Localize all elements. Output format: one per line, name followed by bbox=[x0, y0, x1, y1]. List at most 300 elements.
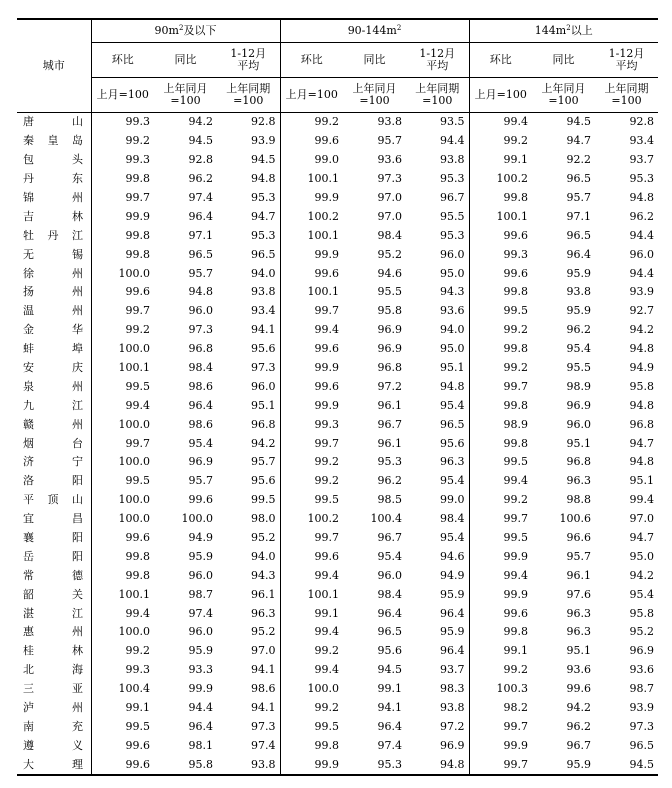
value-cell: 99.2 bbox=[503, 663, 528, 677]
value-cell: 94.7 bbox=[629, 436, 654, 450]
yoy-header: 同比 bbox=[532, 43, 595, 78]
value-cell: 99.5 bbox=[314, 719, 339, 733]
value-cell: 100.0 bbox=[118, 625, 150, 639]
yoy-base-header: 上年同月 =100 bbox=[343, 78, 406, 113]
value-cell: 98.6 bbox=[188, 379, 213, 393]
value-cell: 99.8 bbox=[125, 549, 150, 563]
value-cell: 96.0 bbox=[217, 377, 280, 396]
table-row bbox=[17, 680, 658, 699]
table-row bbox=[17, 264, 658, 283]
base-header-row bbox=[17, 78, 658, 113]
value-cell: 96.8 bbox=[377, 361, 402, 375]
value-cell: 97.3 bbox=[217, 718, 280, 737]
value-cell: 99.8 bbox=[503, 342, 528, 356]
table-row bbox=[17, 699, 658, 718]
value-cell: 100.1 bbox=[118, 361, 150, 375]
value-cell: 99.5 bbox=[125, 719, 150, 733]
city-cell: 蚌 埠 bbox=[17, 340, 91, 359]
value-cell: 94.8 bbox=[629, 342, 654, 356]
value-cell: 96.8 bbox=[188, 342, 213, 356]
value-cell: 95.8 bbox=[377, 304, 402, 318]
value-cell: 93.8 bbox=[566, 285, 591, 299]
value-cell: 93.5 bbox=[406, 113, 469, 132]
yoy-header: 同比 bbox=[343, 43, 406, 78]
value-cell: 96.8 bbox=[566, 455, 591, 469]
value-cell: 100.0 bbox=[181, 512, 213, 526]
value-cell: 99.8 bbox=[125, 568, 150, 582]
value-cell: 98.6 bbox=[188, 417, 213, 431]
value-cell: 99.8 bbox=[503, 625, 528, 639]
table-row bbox=[17, 359, 658, 378]
value-cell: 97.4 bbox=[188, 191, 213, 204]
table-row bbox=[17, 170, 658, 189]
value-cell: 96.9 bbox=[377, 323, 402, 337]
city-cell: 韶 关 bbox=[17, 585, 91, 604]
value-cell: 96.9 bbox=[377, 342, 402, 356]
value-cell: 95.9 bbox=[566, 304, 591, 318]
value-cell: 94.4 bbox=[629, 266, 654, 280]
value-cell: 99.2 bbox=[125, 134, 150, 148]
value-cell: 99.2 bbox=[314, 115, 339, 129]
value-cell: 96.9 bbox=[566, 398, 591, 412]
value-cell: 99.0 bbox=[406, 491, 469, 510]
value-cell: 95.1 bbox=[566, 436, 591, 450]
avg-base-header: 上年同期 =100 bbox=[595, 78, 658, 113]
value-cell: 95.4 bbox=[377, 549, 402, 563]
table-row bbox=[17, 132, 658, 151]
value-cell: 99.4 bbox=[125, 398, 150, 412]
value-cell: 96.3 bbox=[566, 606, 591, 620]
value-cell: 95.8 bbox=[629, 606, 654, 620]
value-cell: 95.3 bbox=[377, 455, 402, 469]
value-cell: 99.6 bbox=[125, 531, 150, 545]
value-cell: 96.1 bbox=[377, 398, 402, 412]
value-cell: 96.1 bbox=[217, 585, 280, 604]
city-cell: 常 德 bbox=[17, 566, 91, 585]
value-cell: 93.9 bbox=[629, 285, 654, 299]
table-row bbox=[17, 585, 658, 604]
value-cell: 99.8 bbox=[503, 436, 528, 450]
value-cell: 99.1 bbox=[377, 682, 402, 696]
value-cell: 98.4 bbox=[377, 587, 402, 601]
value-cell: 95.1 bbox=[406, 359, 469, 378]
value-cell: 95.5 bbox=[566, 361, 591, 375]
value-cell: 96.0 bbox=[377, 568, 402, 582]
value-cell: 93.4 bbox=[629, 134, 654, 148]
table-row bbox=[17, 661, 658, 680]
table-row bbox=[17, 207, 658, 226]
value-cell: 99.1 bbox=[314, 606, 339, 620]
city-cell: 秦 皇 岛 bbox=[17, 132, 91, 151]
value-cell: 97.6 bbox=[566, 587, 591, 601]
value-cell: 95.4 bbox=[406, 396, 469, 415]
table-row bbox=[17, 547, 658, 566]
value-cell: 95.9 bbox=[188, 549, 213, 563]
value-cell: 99.2 bbox=[125, 644, 150, 658]
value-cell: 99.6 bbox=[314, 342, 339, 356]
value-cell: 96.3 bbox=[406, 453, 469, 472]
value-cell: 96.5 bbox=[566, 172, 591, 186]
value-cell: 99.7 bbox=[469, 755, 532, 775]
value-cell: 95.3 bbox=[217, 189, 280, 208]
value-cell: 97.4 bbox=[188, 606, 213, 620]
table-row bbox=[17, 472, 658, 491]
value-cell: 99.5 bbox=[125, 474, 150, 488]
value-cell: 94.9 bbox=[188, 531, 213, 545]
value-cell: 98.4 bbox=[406, 510, 469, 529]
value-cell: 99.6 bbox=[125, 738, 150, 752]
yoy-header: 同比 bbox=[154, 43, 217, 78]
value-cell: 99.8 bbox=[125, 247, 150, 261]
value-cell: 94.8 bbox=[188, 285, 213, 299]
city-cell: 包 头 bbox=[17, 151, 91, 170]
value-cell: 95.1 bbox=[217, 396, 280, 415]
value-cell: 99.6 bbox=[91, 755, 154, 775]
city-cell: 九 江 bbox=[17, 396, 91, 415]
value-cell: 99.4 bbox=[503, 115, 528, 129]
table-row bbox=[17, 113, 658, 132]
value-cell: 99.8 bbox=[503, 191, 528, 204]
value-cell: 95.7 bbox=[566, 549, 591, 563]
value-cell: 99.6 bbox=[125, 285, 150, 299]
value-cell: 99.2 bbox=[503, 134, 528, 148]
value-cell: 96.2 bbox=[566, 719, 591, 733]
value-cell: 96.0 bbox=[629, 247, 654, 261]
value-cell: 100.0 bbox=[118, 417, 150, 431]
price-index-table bbox=[17, 18, 658, 776]
value-cell: 96.2 bbox=[629, 209, 654, 223]
value-cell: 99.5 bbox=[503, 455, 528, 469]
value-cell: 98.7 bbox=[188, 587, 213, 601]
value-cell: 93.9 bbox=[629, 701, 654, 715]
table-row bbox=[17, 189, 658, 208]
value-cell: 95.0 bbox=[629, 549, 654, 563]
city-cell: 扬 州 bbox=[17, 283, 91, 302]
value-cell: 100.4 bbox=[370, 512, 402, 526]
table-header bbox=[17, 19, 658, 113]
city-cell: 桂 林 bbox=[17, 642, 91, 661]
value-cell: 95.6 bbox=[217, 340, 280, 359]
value-cell: 100.6 bbox=[559, 512, 591, 526]
value-cell: 100.0 bbox=[118, 455, 150, 469]
value-cell: 98.4 bbox=[377, 228, 402, 242]
avg-header: 1-12月 平均 bbox=[406, 43, 469, 78]
value-cell: 94.6 bbox=[377, 266, 402, 280]
value-cell: 96.0 bbox=[188, 625, 213, 639]
value-cell: 93.6 bbox=[566, 663, 591, 677]
value-cell: 96.4 bbox=[377, 606, 402, 620]
value-cell: 99.7 bbox=[503, 719, 528, 733]
value-cell: 94.8 bbox=[629, 398, 654, 412]
value-cell: 92.2 bbox=[566, 153, 591, 167]
value-cell: 94.0 bbox=[406, 321, 469, 340]
value-cell: 95.7 bbox=[377, 134, 402, 148]
table-row bbox=[17, 151, 658, 170]
value-cell: 95.4 bbox=[188, 436, 213, 450]
value-cell: 98.3 bbox=[406, 680, 469, 699]
value-cell: 95.3 bbox=[406, 226, 469, 245]
value-cell: 96.0 bbox=[188, 304, 213, 318]
value-cell: 97.2 bbox=[406, 718, 469, 737]
value-cell: 97.3 bbox=[217, 359, 280, 378]
value-cell: 99.1 bbox=[503, 644, 528, 658]
value-cell: 99.2 bbox=[314, 455, 339, 469]
mom-header: 环比 bbox=[469, 43, 532, 78]
value-cell: 95.7 bbox=[566, 191, 591, 204]
value-cell: 94.1 bbox=[217, 661, 280, 680]
value-cell: 99.7 bbox=[125, 304, 150, 318]
value-cell: 93.8 bbox=[406, 699, 469, 718]
value-cell: 96.4 bbox=[188, 719, 213, 733]
value-cell: 100.1 bbox=[118, 587, 150, 601]
value-cell: 95.5 bbox=[406, 207, 469, 226]
value-cell: 98.8 bbox=[566, 493, 591, 507]
group-header-large: $144m^2$以上 bbox=[469, 19, 658, 43]
value-cell: 99.5 bbox=[503, 304, 528, 318]
value-cell: 99.6 bbox=[314, 266, 339, 280]
value-cell: 99.9 bbox=[125, 209, 150, 223]
avg-base-header: 上年同期 =100 bbox=[217, 78, 280, 113]
value-cell: 94.2 bbox=[188, 115, 213, 129]
value-cell: 94.5 bbox=[217, 151, 280, 170]
value-cell: 96.4 bbox=[406, 604, 469, 623]
value-cell: 98.2 bbox=[503, 701, 528, 715]
value-cell: 95.7 bbox=[188, 266, 213, 280]
value-cell: 95.0 bbox=[406, 340, 469, 359]
city-cell: 赣 州 bbox=[17, 415, 91, 434]
value-cell: 95.3 bbox=[343, 755, 406, 775]
value-cell: 94.1 bbox=[377, 701, 402, 715]
value-cell: 99.4 bbox=[314, 568, 339, 582]
value-cell: 99.7 bbox=[314, 531, 339, 545]
value-cell: 99.9 bbox=[314, 191, 339, 204]
value-cell: 98.6 bbox=[217, 680, 280, 699]
city-cell: 丹 东 bbox=[17, 170, 91, 189]
value-cell: 100.0 bbox=[118, 493, 150, 507]
value-cell: 94.8 bbox=[406, 755, 469, 775]
value-cell: 99.1 bbox=[125, 701, 150, 715]
value-cell: 97.0 bbox=[377, 209, 402, 223]
value-cell: 94.2 bbox=[566, 701, 591, 715]
value-cell: 94.5 bbox=[188, 134, 213, 148]
value-cell: 97.2 bbox=[377, 379, 402, 393]
city-cell: 吉 林 bbox=[17, 207, 91, 226]
value-cell: 96.1 bbox=[566, 568, 591, 582]
value-cell: 99.2 bbox=[314, 701, 339, 715]
value-cell: 96.3 bbox=[217, 604, 280, 623]
city-cell: 大 理 bbox=[17, 755, 91, 775]
table-row bbox=[17, 396, 658, 415]
value-cell: 96.5 bbox=[188, 247, 213, 261]
value-cell: 94.8 bbox=[406, 377, 469, 396]
value-cell: 97.3 bbox=[629, 719, 654, 733]
value-cell: 96.9 bbox=[406, 736, 469, 755]
value-cell: 97.1 bbox=[188, 228, 213, 242]
value-cell: 95.2 bbox=[217, 623, 280, 642]
value-cell: 100.0 bbox=[118, 342, 150, 356]
city-cell: 泉 州 bbox=[17, 377, 91, 396]
value-cell: 93.8 bbox=[217, 283, 280, 302]
value-cell: 94.5 bbox=[595, 755, 658, 775]
city-cell: 安 庆 bbox=[17, 359, 91, 378]
value-cell: 99.3 bbox=[503, 247, 528, 261]
table-row bbox=[17, 604, 658, 623]
group-header-small: $90m^2$及以下 bbox=[91, 19, 280, 43]
value-cell: 93.6 bbox=[377, 153, 402, 167]
value-cell: 96.8 bbox=[217, 415, 280, 434]
table-row bbox=[17, 453, 658, 472]
value-cell: 96.2 bbox=[377, 474, 402, 488]
value-cell: 95.4 bbox=[629, 587, 654, 601]
value-cell: 99.2 bbox=[503, 361, 528, 375]
value-cell: 99.4 bbox=[629, 493, 654, 507]
value-cell: 95.9 bbox=[406, 623, 469, 642]
table-row bbox=[17, 283, 658, 302]
value-cell: 99.7 bbox=[503, 512, 528, 526]
value-cell: 100.1 bbox=[307, 285, 339, 299]
value-cell: 94.6 bbox=[406, 547, 469, 566]
value-cell: 98.9 bbox=[566, 379, 591, 393]
value-cell: 97.3 bbox=[377, 172, 402, 186]
value-cell: 96.9 bbox=[188, 455, 213, 469]
table-row bbox=[17, 226, 658, 245]
city-cell: 徐 州 bbox=[17, 264, 91, 283]
value-cell: 99.3 bbox=[125, 153, 150, 167]
value-cell: 99.5 bbox=[217, 491, 280, 510]
sub-header-row bbox=[17, 43, 658, 78]
value-cell: 99.7 bbox=[125, 191, 150, 204]
yoy-base-header: 上年同月 =100 bbox=[532, 78, 595, 113]
value-cell: 99.3 bbox=[125, 115, 150, 129]
city-cell: 平 顶 山 bbox=[17, 491, 91, 510]
value-cell: 93.8 bbox=[377, 115, 402, 129]
value-cell: 96.0 bbox=[188, 568, 213, 582]
value-cell: 99.9 bbox=[188, 682, 213, 696]
value-cell: 100.0 bbox=[118, 266, 150, 280]
value-cell: 100.1 bbox=[307, 228, 339, 242]
value-cell: 100.2 bbox=[307, 209, 339, 223]
value-cell: 94.0 bbox=[217, 547, 280, 566]
table-row bbox=[17, 340, 658, 359]
avg-header: 1-12月 平均 bbox=[217, 43, 280, 78]
value-cell: 94.1 bbox=[217, 699, 280, 718]
value-cell: 97.0 bbox=[217, 642, 280, 661]
value-cell: 97.3 bbox=[188, 323, 213, 337]
price-index-table-container bbox=[17, 18, 657, 776]
value-cell: 94.3 bbox=[217, 566, 280, 585]
table-row bbox=[17, 755, 658, 775]
value-cell: 96.5 bbox=[406, 415, 469, 434]
value-cell: 97.4 bbox=[377, 738, 402, 752]
table-row bbox=[17, 302, 658, 321]
value-cell: 95.2 bbox=[377, 247, 402, 261]
value-cell: 94.2 bbox=[217, 434, 280, 453]
group-header-medium: $90-144m^2$ bbox=[280, 19, 469, 43]
value-cell: 99.8 bbox=[314, 738, 339, 752]
value-cell: 99.2 bbox=[503, 323, 528, 337]
value-cell: 99.4 bbox=[314, 323, 339, 337]
value-cell: 99.6 bbox=[503, 606, 528, 620]
value-cell: 96.0 bbox=[566, 417, 591, 431]
city-cell: 洛 阳 bbox=[17, 472, 91, 491]
table-row bbox=[17, 245, 658, 264]
value-cell: 98.0 bbox=[217, 510, 280, 529]
value-cell: 95.9 bbox=[406, 585, 469, 604]
value-cell: 97.0 bbox=[629, 512, 654, 526]
value-cell: 96.5 bbox=[377, 625, 402, 639]
value-cell: 100.4 bbox=[118, 682, 150, 696]
value-cell: 99.6 bbox=[566, 682, 591, 696]
value-cell: 99.6 bbox=[188, 493, 213, 507]
value-cell: 95.8 bbox=[629, 379, 654, 393]
value-cell: 95.3 bbox=[406, 170, 469, 189]
mom-base-header: 上月=100 bbox=[280, 78, 343, 113]
value-cell: 94.9 bbox=[406, 566, 469, 585]
value-cell: 99.4 bbox=[503, 474, 528, 488]
value-cell: 94.7 bbox=[566, 134, 591, 148]
value-cell: 99.3 bbox=[125, 663, 150, 677]
value-cell: 99.9 bbox=[503, 587, 528, 601]
value-cell: 96.5 bbox=[217, 245, 280, 264]
value-cell: 95.2 bbox=[629, 625, 654, 639]
value-cell: 100.1 bbox=[307, 172, 339, 186]
table-row bbox=[17, 623, 658, 642]
value-cell: 99.1 bbox=[503, 153, 528, 167]
value-cell: 96.0 bbox=[406, 245, 469, 264]
value-cell: 99.6 bbox=[314, 134, 339, 148]
value-cell: 96.5 bbox=[566, 228, 591, 242]
value-cell: 96.2 bbox=[188, 172, 213, 186]
value-cell: 96.7 bbox=[377, 417, 402, 431]
value-cell: 93.7 bbox=[406, 661, 469, 680]
value-cell: 97.4 bbox=[217, 736, 280, 755]
value-cell: 99.3 bbox=[314, 417, 339, 431]
value-cell: 93.8 bbox=[406, 151, 469, 170]
value-cell: 95.7 bbox=[188, 474, 213, 488]
value-cell: 100.1 bbox=[496, 209, 528, 223]
value-cell: 95.3 bbox=[217, 226, 280, 245]
value-cell: 99.6 bbox=[503, 228, 528, 242]
value-cell: 95.0 bbox=[406, 264, 469, 283]
value-cell: 93.9 bbox=[217, 132, 280, 151]
value-cell: 96.2 bbox=[566, 323, 591, 337]
value-cell: 95.4 bbox=[406, 529, 469, 548]
value-cell: 94.4 bbox=[406, 132, 469, 151]
value-cell: 99.9 bbox=[314, 361, 339, 375]
value-cell: 95.8 bbox=[154, 755, 217, 775]
value-cell: 95.2 bbox=[217, 529, 280, 548]
value-cell: 99.4 bbox=[125, 606, 150, 620]
value-cell: 96.4 bbox=[377, 719, 402, 733]
value-cell: 94.7 bbox=[629, 531, 654, 545]
value-cell: 99.4 bbox=[503, 568, 528, 582]
value-cell: 97.1 bbox=[566, 209, 591, 223]
value-cell: 99.8 bbox=[125, 172, 150, 186]
value-cell: 99.5 bbox=[314, 493, 339, 507]
value-cell: 96.4 bbox=[406, 642, 469, 661]
value-cell: 99.7 bbox=[503, 379, 528, 393]
value-cell: 96.8 bbox=[629, 417, 654, 431]
value-cell: 93.4 bbox=[217, 302, 280, 321]
value-cell: 94.8 bbox=[629, 191, 654, 204]
city-column-header: 城市 bbox=[17, 19, 91, 113]
value-cell: 93.7 bbox=[629, 153, 654, 167]
value-cell: 99.7 bbox=[314, 436, 339, 450]
value-cell: 94.5 bbox=[377, 663, 402, 677]
value-cell: 97.0 bbox=[377, 191, 402, 204]
city-cell: 岳 阳 bbox=[17, 547, 91, 566]
value-cell: 95.4 bbox=[566, 342, 591, 356]
